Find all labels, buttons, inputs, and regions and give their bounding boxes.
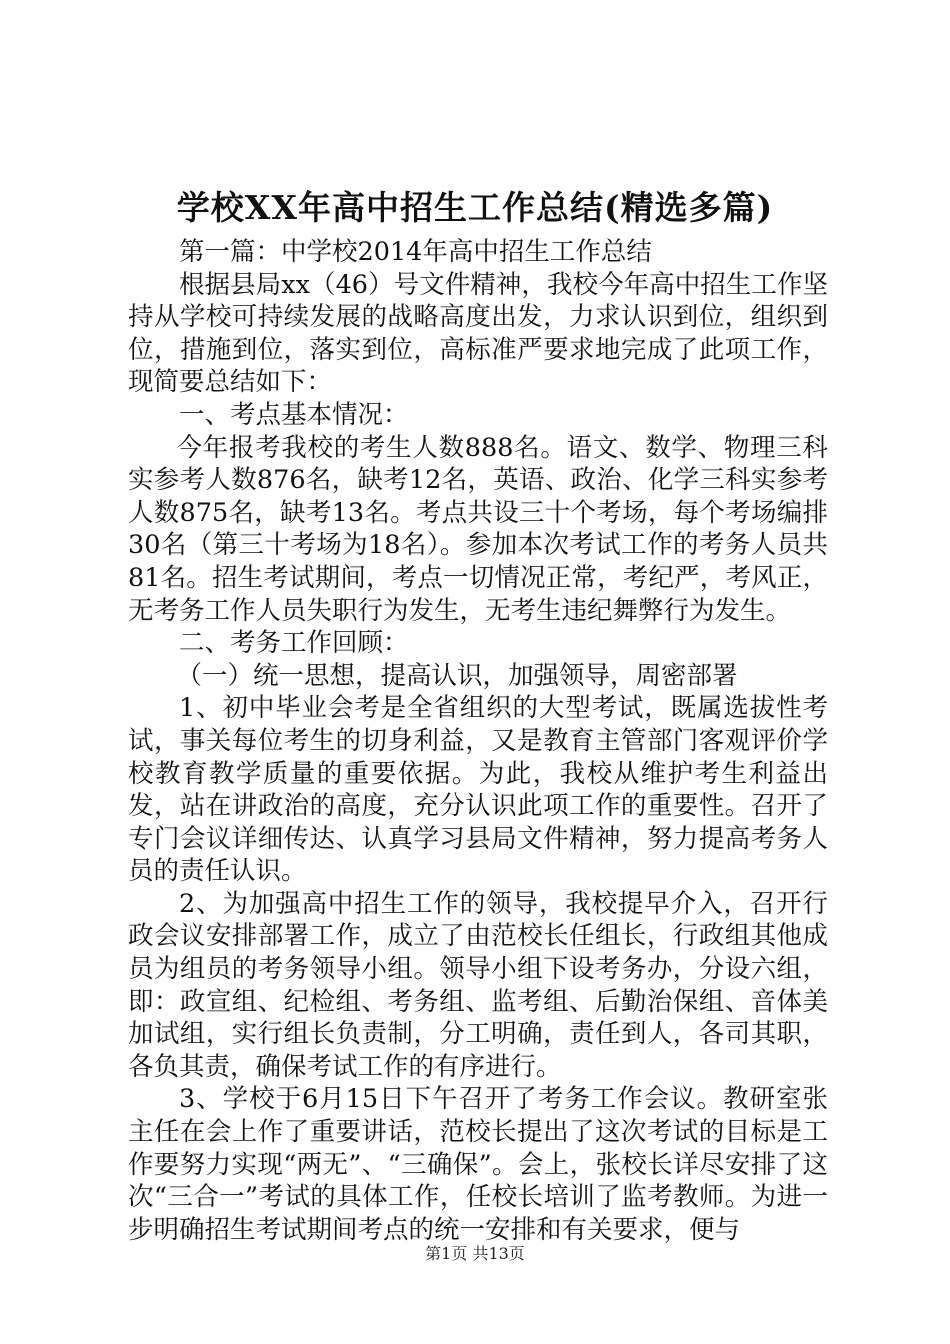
page-footer: 第1页 共13页	[425, 1244, 525, 1263]
body-paragraph: 3、学校于6月15日下午召开了考务工作会议。教研室张主任在会上作了重要讲话，范校长提出了这次考试的目标是工作要努力实现“两无”、“三确保”。会上，张校长详尽安排了这次“三合一”考试的具体工作，任校长培训了监考教师。为进一步明确招生考试期间考点的统一安排和有关要求，便与	[128, 1084, 828, 1245]
body-paragraph: 根据县局xx（46）号文件精神，我校今年高中招生工作坚持从学校可持续发展的战略高度出发，力求认识到位，组织到位，措施到位，落实到位，高标准严要求地完成了此项工作，现简要总结如下：	[128, 269, 828, 398]
subsection-heading: 二、考务工作回顾：	[179, 628, 409, 659]
subsection-heading: （一）统一思想，提高认识，加强领导，周密部署	[176, 660, 738, 691]
document-title: 学校XX年高中招生工作总结(精选多篇)	[176, 188, 774, 227]
section-heading: 第一篇：中学校2014年高中招生工作总结	[179, 237, 652, 267]
subsection-heading: 一、考点基本情况：	[179, 399, 409, 430]
body-paragraph: 今年报考我校的考生人数888名。语文、数学、物理三科实参考人数876名，缺考12名，英语、政治、化学三科实参考人数875名，缺考13名。考点共设三十个考场，每个考场编排30名（第三十考场为18名）。参加本次考试工作的考务人员共81名。招生考试期间，考点一切情况正常，考纪严，考风正，无考务工作人员失职行为发生，无考生违纪舞弊行为发生。	[128, 432, 828, 626]
body-paragraph: 1、初中毕业会考是全省组织的大型考试，既属选拔性考试，事关每位考生的切身利益，又是教育主管部门客观评价学校教育教学质量的重要依据。为此，我校从维护考生利益出发，站在讲政治的高度，充分认识此项工作的重要性。召开了专门会议详细传达、认真学习县局文件精神，努力提高考务人员的责任认识。	[128, 693, 828, 887]
body-paragraph: 2、为加强高中招生工作的领导，我校提早介入，召开行政会议安排部署工作，成立了由范校长任组长，行政组其他成员为组员的考务领导小组。领导小组下设考务办，分设六组，即：政宣组、纪检组、考务组、监考组、后勤治保组、音体美加试组，实行组长负责制，分工明确，责任到人，各司其职，各负其责，确保考试工作的有序进行。	[128, 888, 828, 1082]
document-body	[128, 236, 828, 1246]
